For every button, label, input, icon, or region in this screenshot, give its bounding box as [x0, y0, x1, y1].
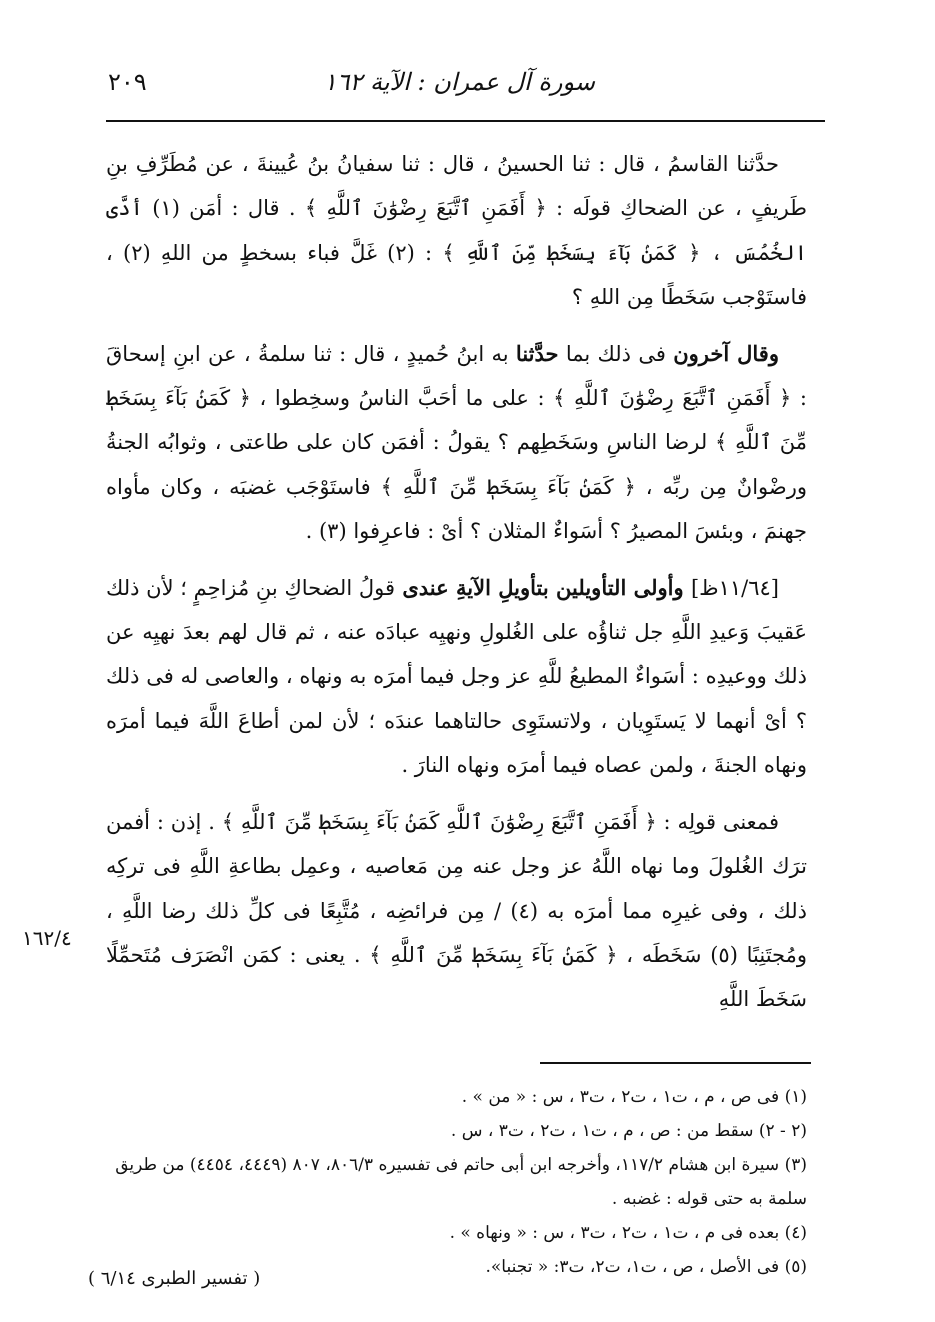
paragraph-3: [106, 566, 807, 788]
paragraph-3-text: قولُ الضحاكِ بنِ مُزاحِمٍ ؛ لأن ذلك عَقيبَ وَعيدِ اللَّهِ جل ثناؤُه على الغُلولِ ونهيِه عبادَه عنه ، ثم قال لهم بعدَ نهيِه عن ذلك ووعيدِه : أسَواءٌ المطيعُ للَّهِ عز وجل فيما أمرَه به ونهاه ، والعاصى له فى ذلك ؟ أىْ أنهما لا يَستَوِيان ، ولاتستَوِى حالتاهما عندَه ؛ لأن لمن أطاعَ اللَّهَ فيما أمرَه ونهاه الجنةَ ، ولمن عصاه فيما أمرَه ونهاه النارَ .: [106, 575, 807, 778]
paragraph-2-haddathana: حدَّثنا: [515, 340, 559, 366]
paragraph-2: [106, 332, 807, 554]
footnote-2: (٢ - ٢) سقط من : ص ، م ، ت١ ، ت٢ ، ت٣ ، س .: [450, 1121, 807, 1141]
paragraph-2-lead: وقال آخرون: [673, 340, 779, 366]
paragraph-2-text: به ابنُ حُميدٍ ، قال : ثنا سلمةُ ، عن ابنِ إسحاقَ : ﴿ أَفَمَنِ ٱتَّبَعَ رِضْوَٰنَ ٱللَّهِ ﴾ : على ما أحَبَّ الناسُ وسخِطوا ، ﴿ كَمَنۢ بَآءَ بِسَخَطٖ مِّنَ ٱللَّهِ ﴾ لرضا الناسِ وسَخَطِهم ؟ يقولُ : أفمَن كان على طاعتى ، وثوابُه الجنةُ ورضْوانٌ مِن ربِّه ، ﴿ كَمَنۢ بَآءَ بِسَخَطٖ مِّنَ ٱللَّهِ ﴾ فاستَوْجَب غضبَه ، وكان مأواه جهنمَ ، وبئسَ المصيرُ ؟ أسَواءٌ المثلان ؟ أىْ : فاعرِفوا (٣) .: [106, 341, 807, 544]
paragraph-3-lead: وأولى التأويلين بتأويلِ الآيةِ عندى: [395, 574, 691, 600]
margin-reference: ١٦٢/٤: [22, 926, 72, 950]
running-title: سورة آل عمران : الآية ١٦٢: [323, 68, 595, 96]
footnote-4: (٤) بعده فى م ، ت١ ، ت٢ ، ت٣ ، س : « ونهاه » .: [449, 1223, 807, 1243]
paragraph-1: حدَّثنا القاسمُ ، قال : ثنا الحسينُ ، قال : ثنا سفيانُ بنُ عُيينةَ ، عن مُطَرِّفِ بنِ طَريفٍ ، عن الضحاكِ قولَه : ﴿ أَفَمَنِ ٱتَّبَعَ رِضْوَٰنَ ٱللَّهِ ﴾ . قال : أمَن (١) أدَّى الخُمُسَ ، ﴿ كَمَنۢ بَآءَ بِسَخَطٖ مِّنَ ٱللَّهِ ﴾ : (٢) غَلَّ فباء بسخطٍ من اللهِ (٢) ، فاستَوْجب سَخَطًا مِن اللهِ ؟: [106, 152, 807, 310]
footnote-5: (٥) فى الأصل ، ص ، ت١، ت٢، ت٣: « تجنبا».: [485, 1257, 807, 1277]
footnote-3: (٣) سيرة ابن هشام ١١٧/٢، وأخرجه ابن أبى حاتم فى تفسيره ٨٠٦/٣، ٨٠٧ (٤٤٤٩، ٤٤٥٤) من طريق سلمة به حتى قوله : غضبه .: [115, 1155, 807, 1209]
paragraph-4: فمعنى قولِه : ﴿ أَفَمَنِ ٱتَّبَعَ رِضْوَٰنَ ٱللَّهِ كَمَنۢ بَآءَ بِسَخَطٖ مِّنَ ٱللَّهِ ﴾ . إذن : أفمن ترَك الغُلولَ وما نهاه اللَّهُ عز وجل عنه مِن مَعاصيه ، وعمِل بطاعةِ اللَّهِ فى تركِه ذلك ، وفى غيرِه مما أمرَه به (٤) / مِن فرائضِه ، مُتَّبِعًا فى كلِّ ذلك رضا اللَّهِ ، ومُجتَنِبًا (٥) سَخَطَه ، ﴿ كَمَنۢ بَآءَ بِسَخَطٖ مِّنَ ٱللَّهِ ﴾ . يعنى : كمَن انْصَرَف مُتَحمِّلًا سَخَطَ اللَّهِ: [106, 809, 807, 1012]
paragraph-2-mid: فى ذلك بما: [558, 341, 674, 366]
header-divider: [106, 120, 825, 122]
footnote-divider: [540, 1062, 811, 1064]
volume-reference: ( تفسير الطبرى ٦/١٤ ): [88, 1268, 261, 1289]
manuscript-ref: [١١/٦٤ظ]: [690, 575, 779, 600]
main-text: [106, 142, 807, 1034]
page-number: ٢٠٩: [108, 68, 147, 96]
footnote-1: (١) فى ص ، م ، ت١ ، ت٢ ، ت٣ ، س : « من » .: [461, 1087, 807, 1107]
footnotes: [110, 1080, 807, 1284]
